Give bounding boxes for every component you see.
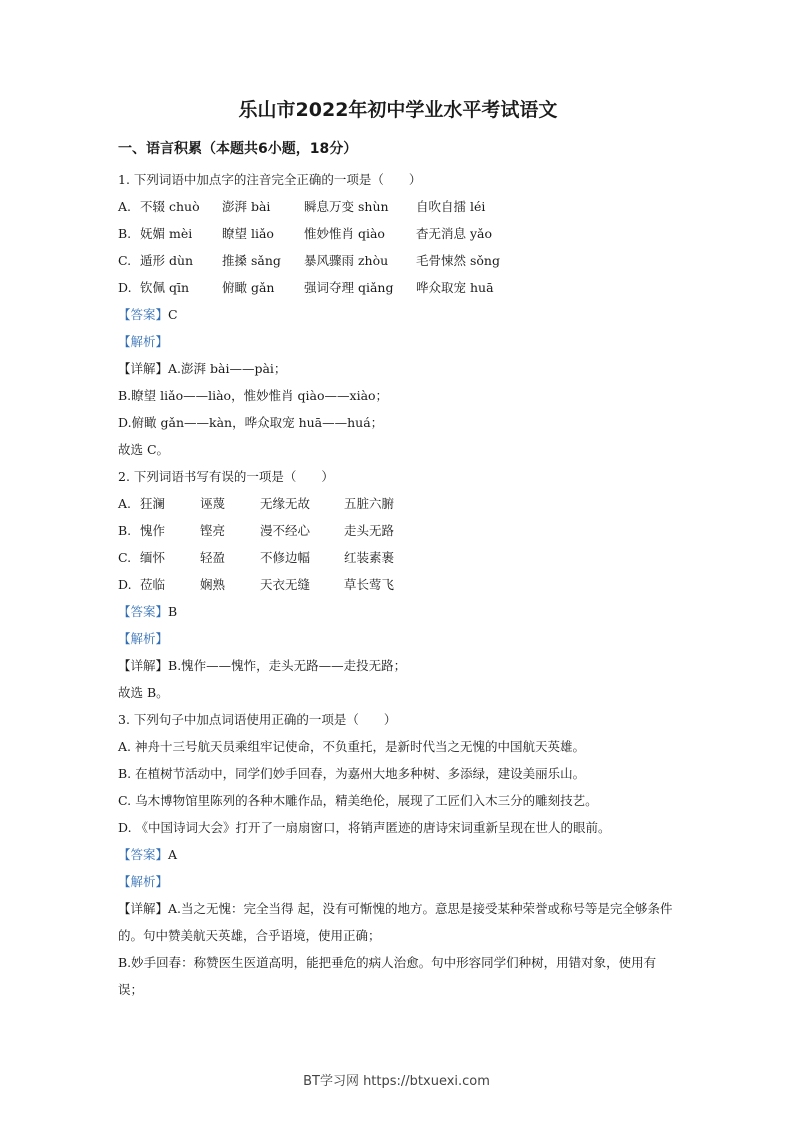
question-2-detail-1 <box>118 652 678 679</box>
option-row <box>118 517 678 544</box>
option-row <box>118 247 678 274</box>
option-row <box>118 274 678 301</box>
question-2-stem: 2. 下列词语书写有误的一项是（ ） <box>118 469 334 484</box>
answer-value: B <box>168 604 178 619</box>
option-item: 杳无消息 yǎo <box>416 226 493 241</box>
question-1-detail-2: B.瞭望 liǎo——liào，惟妙惟肖 qiào——xiào； <box>118 388 389 403</box>
answer-tag: 【答案】 <box>118 847 169 862</box>
option-item: 缅怀 <box>140 550 166 565</box>
question-2-options <box>118 490 678 598</box>
option-item: 俯瞰 gǎn <box>222 280 275 295</box>
option-item: 自吹自擂 léi <box>416 199 486 214</box>
question-2-detail-2: 故选 B。 <box>118 685 169 700</box>
option-letter: A. <box>118 199 132 214</box>
detail-tag: 【详解】 <box>118 658 169 673</box>
question-1-options <box>118 193 678 301</box>
footer-watermark[interactable]: BT学习网 https://btxuexi.com <box>303 1074 490 1089</box>
analysis-tag: 【解析】 <box>118 334 169 349</box>
detail-text: A.当之无愧：完全当得 起，没有可惭愧的地方。意思是接受某种荣誉或称号等是完全够条件的。句中赞美航天英雄，合乎语境，使用正确； <box>118 901 673 943</box>
option-item: 不修边幅 <box>260 550 311 565</box>
question-3-option-d: D. 《中国诗词大会》打开了一扇扇窗口，将销声匿迹的唐诗宋词重新呈现在世人的眼前。 <box>118 820 611 835</box>
detail-tag: 【详解】 <box>118 361 169 376</box>
detail-tag: 【详解】 <box>118 901 169 916</box>
option-item: 天衣无缝 <box>260 577 311 592</box>
option-item: 莅临 <box>140 577 166 592</box>
question-1-detail-1 <box>118 355 678 382</box>
option-item: 娴熟 <box>200 577 226 592</box>
option-item: 瞬息万变 shùn <box>304 199 389 214</box>
question-3-option-c: C. 乌木博物馆里陈列的各种木雕作品，精美绝伦，展现了工匠们入木三分的雕刻技艺。 <box>118 793 598 808</box>
question-1-analysis <box>118 328 678 355</box>
question-3-detail-2: B.妙手回春：称赞医生医道高明，能把垂危的病人治愈。句中形容同学们种树，用错对象，使用有误； <box>118 955 657 997</box>
question-2-analysis <box>118 625 678 652</box>
detail-text: B.愧作——愧怍，走头无路——走投无路； <box>168 658 407 673</box>
option-item: 推搡 sǎng <box>222 253 281 268</box>
question-3-option-b: B. 在植树节活动中，同学们妙手回春，为嘉州大地多种树、多添绿，建设美丽乐山。 <box>118 766 586 781</box>
option-letter: C. <box>118 253 132 268</box>
option-row <box>118 544 678 571</box>
answer-value: C <box>168 307 178 322</box>
analysis-tag: 【解析】 <box>118 631 169 646</box>
option-item: 无缘无故 <box>260 496 311 511</box>
answer-value: A <box>168 847 178 862</box>
option-item: 瞭望 liǎo <box>222 226 274 241</box>
analysis-tag: 【解析】 <box>118 874 169 889</box>
option-item: 铿亮 <box>200 523 226 538</box>
option-item: 惟妙惟肖 qiào <box>304 226 385 241</box>
option-letter: D. <box>118 577 132 592</box>
option-item: 不辍 chuò <box>140 199 200 214</box>
option-item: 妩媚 mèi <box>140 226 193 241</box>
section-heading: 一、语言积累（本题共6小题，18分） <box>118 141 358 157</box>
option-row <box>118 220 678 247</box>
option-row <box>118 193 678 220</box>
option-item: 草长莺飞 <box>344 577 395 592</box>
question-3-analysis <box>118 868 678 895</box>
option-item: 漫不经心 <box>260 523 311 538</box>
detail-text: A.澎湃 bài——pài； <box>168 361 287 376</box>
question-1-answer <box>118 301 678 328</box>
option-letter: C. <box>118 550 132 565</box>
question-1-detail-4: 故选 C。 <box>118 442 170 457</box>
option-item: 五脏六腑 <box>344 496 395 511</box>
option-row <box>118 571 678 598</box>
option-item: 澎湃 bài <box>222 199 271 214</box>
option-item: 暴风骤雨 zhòu <box>304 253 389 268</box>
option-item: 轻盈 <box>200 550 226 565</box>
option-item: 毛骨悚然 sǒng <box>416 253 500 268</box>
answer-tag: 【答案】 <box>118 604 169 619</box>
option-item: 红装素裹 <box>344 550 395 565</box>
question-3-stem: 3. 下列句子中加点词语使用正确的一项是（ ） <box>118 712 397 727</box>
question-3-option-a: A. 神舟十三号航天员乘组牢记使命，不负重托，是新时代当之无愧的中国航天英雄。 <box>118 739 585 754</box>
option-letter: D. <box>118 280 132 295</box>
exam-page <box>118 96 678 1003</box>
option-letter: A. <box>118 496 132 511</box>
option-item: 愧作 <box>140 523 166 538</box>
option-item: 诬蔑 <box>200 496 226 511</box>
option-item: 哗众取宠 huā <box>416 280 494 295</box>
option-item: 走头无路 <box>344 523 395 538</box>
option-letter: B. <box>118 523 132 538</box>
question-1-stem: 1. 下列词语中加点字的注音完全正确的一项是（ ） <box>118 172 422 187</box>
option-row <box>118 490 678 517</box>
option-letter: B. <box>118 226 132 241</box>
option-item: 钦佩 qīn <box>140 280 190 295</box>
answer-tag: 【答案】 <box>118 307 169 322</box>
question-3-answer <box>118 841 678 868</box>
question-3-detail-1 <box>118 895 678 949</box>
option-item: 狂澜 <box>140 496 166 511</box>
question-1-detail-3: D.俯瞰 gǎn——kàn，哗众取宠 huā——huá； <box>118 415 384 430</box>
page-title: 乐山市2022年初中学业水平考试语文 <box>238 99 558 121</box>
option-item: 遁形 dùn <box>140 253 194 268</box>
question-2-answer <box>118 598 678 625</box>
option-item: 强词夺理 qiǎng <box>304 280 394 295</box>
